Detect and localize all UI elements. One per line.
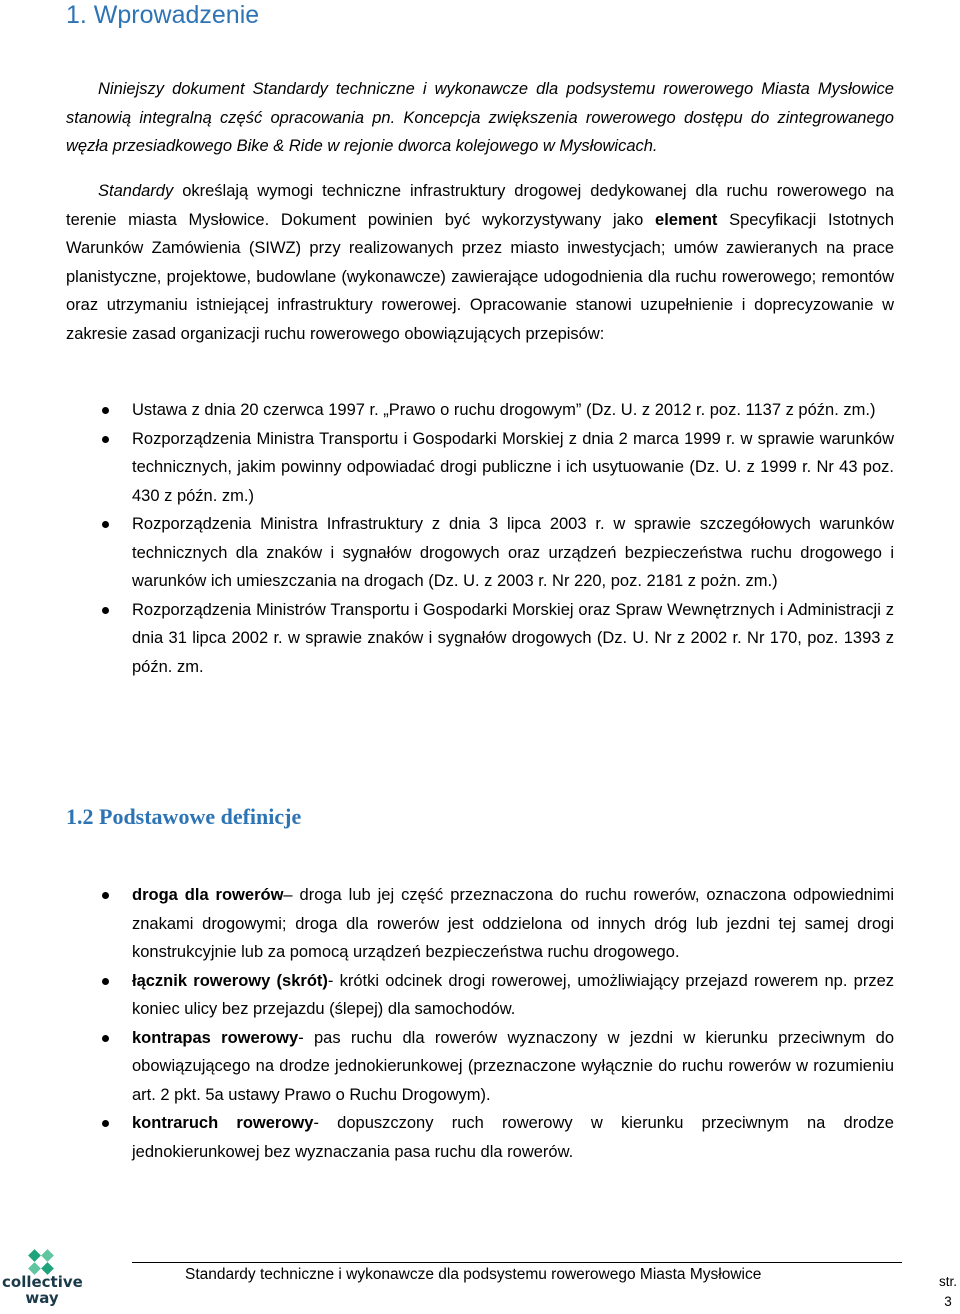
laws-list: [0, 396, 894, 681]
bullet-icon: [102, 1035, 109, 1042]
logo-text-line2: way: [25, 1289, 59, 1307]
list-item: [0, 510, 894, 596]
list-item: [0, 1109, 894, 1166]
definition-term: droga dla rowerów: [132, 886, 284, 904]
main-italic-start: Standardy: [98, 182, 174, 200]
main-paragraph: [66, 177, 894, 348]
definition-term: łącznik rowerowy (skrót): [132, 971, 328, 990]
footer-divider: [132, 1262, 902, 1263]
bullet-icon: [102, 607, 109, 614]
definition-desc: - krótki odcinek drogi rowerowej, umożliwiający przejazd rowerem np. przez koniec ulicy bez przejazdu (ślepej) dla samochodów.: [132, 971, 894, 1018]
page-label: str.: [938, 1274, 957, 1289]
list-item: [0, 881, 894, 967]
bullet-icon: [102, 892, 109, 899]
definition-term: kontraruch rowerowy: [132, 1114, 314, 1132]
law-text: Rozporządzenia Ministra Transportu i Gospodarki Morskiej z dnia 2 marca 1999 r. w sprawie warunków technicznych, jakim powinny odpowiadać drogi publiczne i ich usytuowanie (Dz. U. z 1999 r. Nr 43 poz. 430 z późn. zm.): [132, 429, 894, 505]
logo-wordmark: [2, 1274, 82, 1306]
main-bold-word: element: [655, 210, 718, 229]
law-text: Rozporządzenia Ministra Infrastruktury z dnia 3 lipca 2003 r. w sprawie szczegółowych warunków technicznych dla znaków i sygnałów drogowych oraz urządzeń bezpieczeństwa ruchu drogowego i warunków ich umieszczania na drogach (Dz. U. z 2003 r. Nr 220, poz. 2181 z pożn. zm.): [132, 515, 894, 590]
logo-text-line1: collective: [2, 1273, 83, 1291]
definitions-list: [0, 881, 894, 1166]
main-text-1: określają wymogi techniczne infrastruktury drogowej dedykowanej dla ruchu rowerowego na terenie miasta Mysłowice. Dokument powinien być wykorzystywany jako: [66, 182, 894, 229]
main-text-2: Specyfikacji Istotnych Warunków Zamówienia (SIWZ) przy realizowanych przez miasto inwestycjach; umów zawieranych na prace planistyczne, projektowe, budowlane (wykonawcze) zawierające udogodnienia dla ruchu rowerowego; remontów oraz utrzymaniu istniejącej infrastruktury rowerowej. Opracowanie stanowi uzupełnienie i doprecyzowanie w zakresie zasad organizacji ruchu rowerowego obowiązujących przepisów:: [66, 210, 894, 343]
definition-desc: – droga lub jej część przeznaczona do ruchu rowerów, oznaczona odpowiednimi znakami drogowymi; droga dla rowerów jest oddzielona od innych dróg lub jezdni tej samej drogi konstrukcyjnie lub za pomocą urządzeń bezpieczeństwa ruchu drogowego.: [132, 886, 894, 961]
page-number-value: 3: [944, 1294, 952, 1309]
definition-desc: - dopuszczony ruch rowerowy w kierunku przeciwnym na drodze jednokierunkowej bez wyznaczania pasa ruchu dla rowerów.: [132, 1114, 894, 1161]
bullet-icon: [102, 436, 109, 443]
bullet-icon: [102, 1120, 109, 1127]
definition-desc: - pas ruchu dla rowerów wyznaczony w jezdni w kierunku przeciwnym do obowiązującego na drodze jednokierunkowej (przeznaczone wyłącznie do ruchu rowerów w rozumieniu art. 2 pkt. 5a ustawy Prawo o Ruchu Drogowym).: [132, 1028, 894, 1104]
collective-way-logo: [0, 1248, 84, 1314]
footer-text: Standardy techniczne i wykonawcze dla podsystemu rowerowego Miasta Mysłowice: [185, 1266, 762, 1283]
law-text: Ustawa z dnia 20 czerwca 1997 r. „Prawo o ruchu drogowym” (Dz. U. z 2012 r. poz. 1137 z późn. zm.): [132, 401, 876, 419]
list-item: [0, 1024, 894, 1110]
heading-wprowadzenie: 1. Wprowadzenie: [66, 1, 260, 29]
page-number: [936, 1272, 960, 1312]
intro-paragraph: Niniejszy dokument Standardy techniczne i wykonawcze dla podsystemu rowerowego Miasta Mysłowice stanowią integralną część opracowania pn. Koncepcja zwiększenia rowerowego dostępu do zintegrowanego węzła przesiadkowego Bike & Ride w rejonie dworca kolejowego w Mysłowicach.: [66, 80, 894, 155]
law-text: Rozporządzenia Ministrów Transportu i Gospodarki Morskiej oraz Spraw Wewnętrznych i Administracji z dnia 31 lipca 2002 r. w sprawie znaków i sygnałów drogowych (Dz. U. Nr z 2002 r. Nr 170, poz. 1393 z późn. zm.: [132, 600, 894, 676]
bullet-icon: [102, 407, 109, 414]
list-item: [0, 596, 894, 682]
heading-podstawowe-definicje: 1.2 Podstawowe definicje: [66, 804, 302, 829]
bullet-icon: [102, 521, 109, 528]
list-item: [0, 967, 894, 1024]
bullet-icon: [102, 978, 109, 985]
list-item: [0, 425, 894, 511]
list-item: [0, 396, 894, 425]
definition-term: kontrapas rowerowy: [132, 1028, 299, 1047]
